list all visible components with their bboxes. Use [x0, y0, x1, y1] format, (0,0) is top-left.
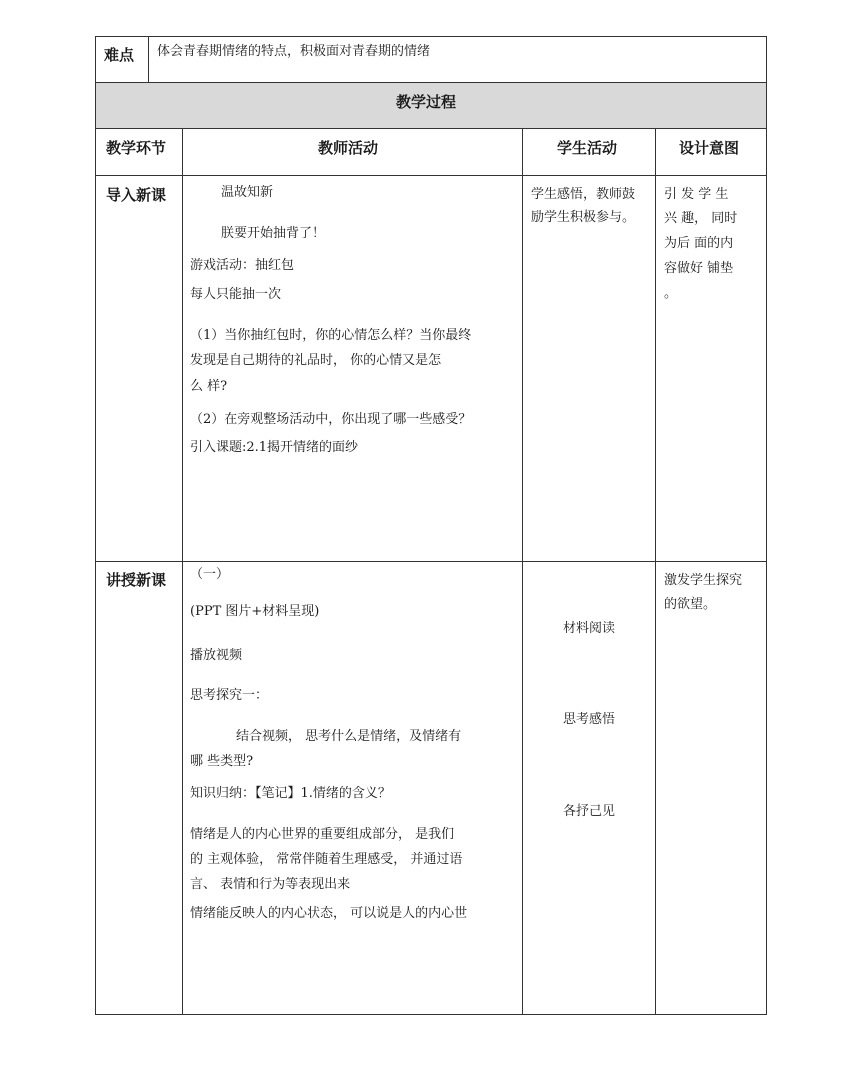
table-border	[148, 36, 149, 82]
table-border	[95, 175, 766, 176]
intent-line: 为后 面的内	[664, 236, 734, 251]
teacher-line: 游戏活动：抽红包	[190, 258, 295, 273]
column-header-stage: 教学环节	[106, 139, 167, 157]
teacher-line: 哪 些类型?	[190, 754, 254, 769]
teacher-line: 温故知新	[221, 185, 274, 200]
table-border	[95, 1014, 766, 1015]
teacher-line: 发现是自己期待的礼品时， 你的心情又是怎	[190, 353, 442, 368]
teacher-line: 情绪是人的内心世界的重要组成部分， 是我们	[190, 827, 455, 842]
row-stage-label: 导入新课	[106, 186, 167, 204]
table-border	[655, 128, 656, 1015]
student-line: 学生感悟，教师鼓	[531, 187, 636, 202]
teacher-line: 么 样?	[190, 379, 228, 394]
student-line: 励学生积极参与。	[531, 210, 636, 225]
teacher-line: 播放视频	[190, 648, 243, 663]
intent-line: 容做好 铺垫	[664, 261, 734, 276]
intent-line: 引 发 学 生	[664, 187, 729, 202]
intent-line: 激发学生探究	[664, 573, 743, 588]
teacher-line: （一）	[190, 567, 230, 582]
student-line: 材料阅读	[563, 621, 616, 636]
teacher-line: 结合视频， 思考什么是情绪，及情绪有	[236, 729, 462, 744]
teacher-line: （2）在旁观整场活动中，你出现了哪一些感受？	[190, 412, 472, 427]
column-header-intent: 设计意图	[679, 139, 740, 157]
column-header-student: 学生活动	[557, 139, 618, 157]
table-border	[95, 36, 766, 37]
teacher-line: 情绪能反映人的内心状态， 可以说是人的内心世	[190, 906, 468, 921]
intent-line: 的欲望。	[664, 597, 717, 612]
student-line: 思考感悟	[563, 712, 616, 727]
student-line: 各抒己见	[563, 804, 616, 819]
teacher-line: (PPT 图片+材料呈现)	[190, 604, 320, 619]
section-title: 教学过程	[396, 93, 457, 111]
teacher-line: 的 主观体验， 常常伴随着生理感受， 并通过语	[190, 852, 463, 867]
table-border	[182, 128, 183, 1015]
difficulty-content: 体会青春期情绪的特点，积极面对青春期的情绪	[157, 44, 431, 59]
teacher-line: 朕要开始抽背了！	[221, 226, 326, 241]
column-header-teacher: 教师活动	[318, 139, 379, 157]
table-border	[766, 36, 767, 1015]
intent-line: 兴 趣， 同时	[664, 211, 738, 226]
difficulty-label: 难点	[104, 46, 135, 64]
teacher-line: 每人只能抽一次	[190, 287, 282, 302]
table-border	[522, 128, 523, 1015]
table-border	[95, 561, 766, 562]
teacher-line: 知识归纳：【笔记】1.情绪的含义？	[190, 786, 391, 801]
intent-line: 。	[664, 286, 678, 301]
table-border	[95, 82, 766, 83]
teacher-line: （1）当你抽红包时，你的心情怎么样？当你最终	[190, 328, 472, 343]
teacher-line: 引入课题:2.1揭开情绪的面纱	[190, 440, 359, 455]
teacher-line: 言、 表情和行为等表现出来	[190, 877, 351, 892]
table-border	[95, 36, 96, 1015]
table-border	[95, 128, 766, 129]
teacher-line: 思考探究一：	[190, 688, 269, 703]
row-stage-label: 讲授新课	[106, 571, 167, 589]
